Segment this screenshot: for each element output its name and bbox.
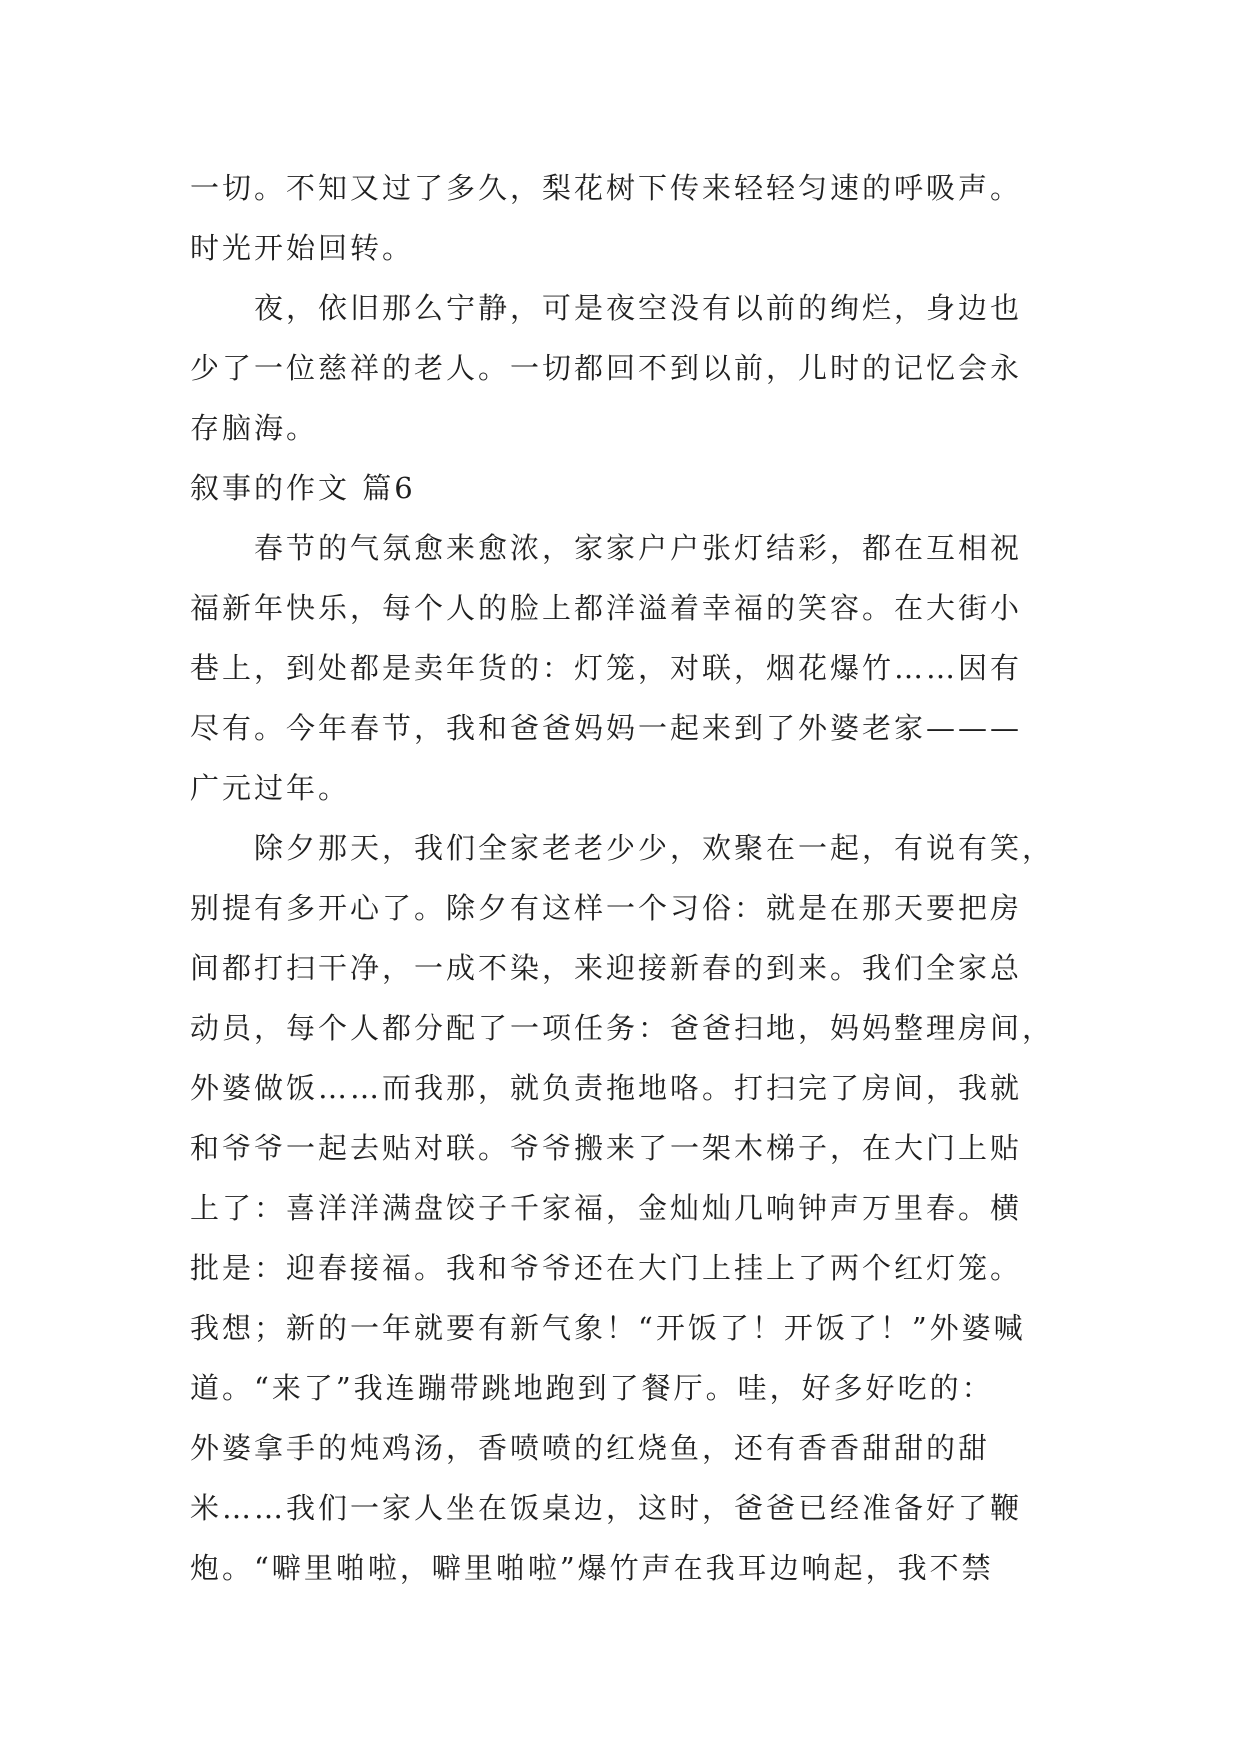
text-line: 福新年快乐，每个人的脸上都洋溢着幸福的笑容。在大街小 bbox=[190, 591, 1023, 625]
text-line: 春节的气氛愈来愈浓，家家户户张灯结彩，都在互相祝 bbox=[254, 531, 1023, 565]
text-line: 外婆做饭……而我那，就负责拖地咯。打扫完了房间，我就 bbox=[190, 1071, 1023, 1105]
text-line: 巷上，到处都是卖年货的：灯笼，对联，烟花爆竹……因有 bbox=[190, 651, 1023, 685]
text-line: 我想；新的一年就要有新气象！“开饭了！开饭了！”外婆喊 bbox=[190, 1311, 1026, 1345]
text-line: 道。“来了”我连蹦带跳地跑到了餐厅。哇，好多好吃的： bbox=[190, 1371, 994, 1405]
document-body bbox=[190, 158, 1070, 1598]
text-line: 动员，每个人都分配了一项任务：爸爸扫地，妈妈整理房间， bbox=[190, 1011, 1055, 1045]
text-line: 和爷爷一起去贴对联。爷爷搬来了一架木梯子，在大门上贴 bbox=[190, 1131, 1023, 1165]
text-line: 间都打扫干净，一成不染，来迎接新春的到来。我们全家总 bbox=[190, 951, 1023, 985]
text-line: 夜，依旧那么宁静，可是夜空没有以前的绚烂，身边也 bbox=[254, 291, 1023, 325]
text-line: 存脑海。 bbox=[190, 411, 319, 445]
text-line: 时光开始回转。 bbox=[190, 231, 415, 265]
text-line: 外婆拿手的炖鸡汤，香喷喷的红烧鱼，还有香香甜甜的甜 bbox=[190, 1431, 991, 1465]
section-heading: 叙事的作文 篇6 bbox=[190, 471, 416, 505]
text-line: 尽有。今年春节，我和爸爸妈妈一起来到了外婆老家——— bbox=[190, 711, 1023, 745]
text-line: 少了一位慈祥的老人。一切都回不到以前，儿时的记忆会永 bbox=[190, 351, 1023, 385]
text-line: 别提有多开心了。除夕有这样一个习俗：就是在那天要把房 bbox=[190, 891, 1023, 925]
text-line: 广元过年。 bbox=[190, 771, 351, 805]
text-line: 米……我们一家人坐在饭桌边，这时，爸爸已经准备好了鞭 bbox=[190, 1491, 1023, 1525]
text-line: 炮。“噼里啪啦，噼里啪啦”爆竹声在我耳边响起，我不禁 bbox=[190, 1551, 994, 1585]
text-line: 除夕那天，我们全家老老少少，欢聚在一起，有说有笑， bbox=[254, 831, 1055, 865]
text-line: 上了：喜洋洋满盘饺子千家福，金灿灿几响钟声万里春。横 bbox=[190, 1191, 1023, 1225]
text-line: 批是：迎春接福。我和爷爷还在大门上挂上了两个红灯笼。 bbox=[190, 1251, 1023, 1285]
text-line: 一切。不知又过了多久，梨花树下传来轻轻匀速的呼吸声。 bbox=[190, 171, 1023, 205]
